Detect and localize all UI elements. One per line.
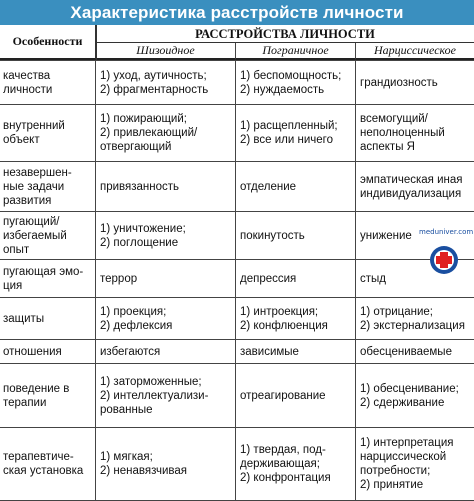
cell-narcissistic: эмпатическая иная индивидуализация xyxy=(360,173,463,200)
cell-narcissistic: 1) отрицание; 2) экстернализация xyxy=(360,305,465,332)
header-divider xyxy=(96,25,97,60)
cell-borderline: покинутость xyxy=(236,212,356,259)
cell-schizoid: 1) уход, аутичность; 2) фрагментарность xyxy=(96,61,236,104)
table-row xyxy=(0,161,474,211)
table-row xyxy=(0,104,474,161)
cell-narcissistic: стыд xyxy=(360,272,386,285)
cell-narcissistic: грандиозность xyxy=(360,76,438,89)
cell-borderline: 1) расщепленный; 2) все или ничего xyxy=(236,105,356,161)
cell-borderline: 1) беспомощность; 2) нуждаемость xyxy=(236,61,356,104)
row-feature: пугающий/ избегаемый опыт xyxy=(0,212,96,259)
row-feature: поведение в терапии xyxy=(0,364,96,427)
row-feature: защиты xyxy=(0,298,96,339)
row-feature: отношения xyxy=(0,340,96,363)
watermark-logo xyxy=(419,228,474,280)
cell-schizoid: избегаются xyxy=(96,340,236,363)
cell-borderline: 1) твердая, под- держивающая; 2) конфронтация xyxy=(236,428,356,500)
subheader-narcissistic: Нарциссическое xyxy=(356,43,474,60)
subheader-borderline: Пограничное xyxy=(236,43,356,60)
header-group: РАССТРОЙСТВА ЛИЧНОСТИ xyxy=(96,25,474,43)
row-feature: терапевтиче- ская установка xyxy=(0,428,96,500)
row-feature: пугающая эмо- ция xyxy=(0,260,96,297)
cell-borderline: зависимые xyxy=(236,340,356,363)
cell-schizoid: 1) проекция; 2) дефлексия xyxy=(96,298,236,339)
table-row xyxy=(0,259,474,297)
header-feature: Особенности xyxy=(0,25,96,60)
personality-disorders-table xyxy=(0,25,474,501)
table-row xyxy=(0,339,474,363)
cell-schizoid: 1) уничтожение; 2) поглощение xyxy=(96,212,236,259)
table-row xyxy=(0,211,474,259)
cell-narcissistic: 1) обесценивание; 2) сдерживание xyxy=(360,382,459,409)
cell-schizoid: 1) мягкая; 2) ненавязчивая xyxy=(96,428,236,500)
cell-schizoid: террор xyxy=(96,260,236,297)
cell-borderline: 1) интроекция; 2) конфлюенция xyxy=(236,298,356,339)
table-row xyxy=(0,60,474,104)
cell-narcissistic: 1) интерпретация нарциссической потребности; 2) принятие xyxy=(360,437,454,491)
watermark-text: meduniver.com xyxy=(419,228,474,236)
row-feature: незавершен- ные задачи развития xyxy=(0,162,96,211)
cell-narcissistic: всемогущий/ неполноценный аспекты Я xyxy=(360,113,445,153)
subheader-schizoid: Шизоидное xyxy=(96,43,236,60)
cell-narcissistic: унижение xyxy=(360,229,412,242)
row-feature: качества личности xyxy=(0,61,96,104)
cell-schizoid: 1) пожирающий; 2) привлекающий/ отвергающий xyxy=(96,105,236,161)
cell-borderline: депрессия xyxy=(236,260,356,297)
table-row xyxy=(0,297,474,339)
row-feature: внутренний объект xyxy=(0,105,96,161)
cell-borderline: отреагирование xyxy=(236,364,356,427)
medical-cross-icon xyxy=(419,228,474,280)
table-row xyxy=(0,363,474,427)
table-row xyxy=(0,427,474,501)
cell-narcissistic: обесцениваемые xyxy=(360,345,452,358)
cell-schizoid: привязанность xyxy=(96,162,236,211)
cell-borderline: отделение xyxy=(236,162,356,211)
page-title: Характеристика расстройств личности xyxy=(0,0,474,25)
cell-schizoid: 1) заторможенные; 2) интеллектуализи- рованные xyxy=(96,364,236,427)
